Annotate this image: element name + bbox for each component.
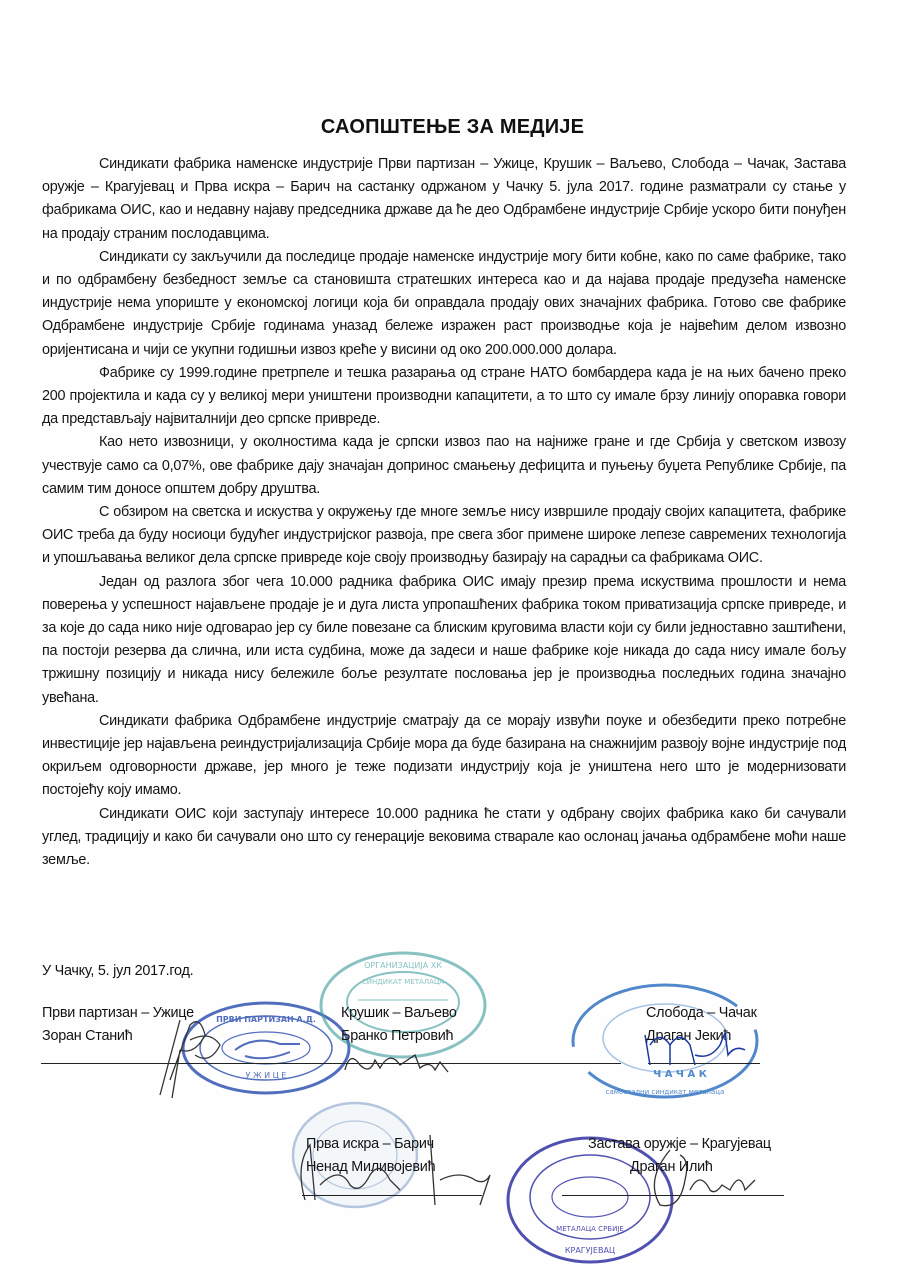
document-body [42, 153, 846, 872]
svg-text:ПРВИ ПАРТИЗАН А.Д.: ПРВИ ПАРТИЗАН А.Д. [216, 1015, 316, 1024]
signature-stanic-icon [150, 1010, 230, 1100]
svg-text:У Ж И Ц Е: У Ж И Ц Е [245, 1071, 287, 1080]
signatory-name: Зоран Станић [42, 1028, 133, 1044]
paragraph: Синдикати фабрика наменске индустрије Први партизан – Ужице, Крушик – Ваљево, Слобода – Чачак, Застава оружје – Крагујевац и Прва искра – Барич на састанку одржаном у Чачку 5. јула 2017. године разматрали су стање у фабрикама ОИС, као и недавну најаву председника државе да ће део Одбрамбене индустрије Србије ускоро бити понуђен на продају страним послодавцима. [42, 156, 846, 242]
paragraph: Синдикати ОИС који заступају интересе 10.000 радника ће стати у одбрану својих фабрика како би сачували углед, традицију и како би сачували оно што су генерације вековима стварале као ослонац јачања одбрамбене моћи наше земље. [42, 805, 846, 869]
signatory-company: Застава оружје – Крагујевац [588, 1136, 771, 1152]
svg-text:Ч А Ч А К: Ч А Ч А К [653, 1069, 707, 1080]
document-title: САОПШТЕЊЕ ЗА МЕДИЈЕ [320, 116, 585, 138]
signatory-company: Прва искра – Барич [306, 1136, 434, 1152]
signature-milivojevic-icon [290, 1125, 500, 1210]
paragraph: Као нето извозници, у околностима када је српски извоз пао на најниже гране и где Србија у светском извозу учествује само са 0,07%, ове фабрике дају значајан допринос смањењу дефицита и пуњењу буџета Републике Србије, па самим тим доносе општем добру друштва. [42, 434, 846, 497]
svg-text:СИНДИКАТ МЕТАЛАЦА: СИНДИКАТ МЕТАЛАЦА [361, 978, 445, 986]
signature-line [41, 1063, 621, 1064]
paragraph: Један од разлога због чега 10.000 радника фабрика ОИС имају презир према искуствима прошлости и нема поверења у успешност најављене продаје је и дуга листа упропашћених фабрика током приватизација српске привреде, и за које до сада нико није одговарао јер су биле повезане са блиским круговима власти који су били једноставно заштићени, па постоји резерва да слична, или иста судбина, може да задеси и наше фабрике које никада до сада нису имале бољу тржишну позицију и никада нису бележиле боље резултате пословања јер је производња последњих година значајно увећана. [42, 573, 846, 706]
signatory-name: Ненад Миливојевић [306, 1159, 436, 1175]
signatory-name: Бранко Петровић [341, 1028, 454, 1044]
signature-petrovic-icon [340, 1040, 460, 1080]
signatory-company: Први партизан – Ужице [42, 1005, 194, 1021]
svg-text:самостални синдикат металаца: самостални синдикат металаца [605, 1088, 725, 1096]
paragraph: С обзиром на светска и искуства у окружењу где многе земље нису извршиле продају својих капацитета, фабрике ОИС треба да буду носиоци будућег индустријског развоја, пре свега због примене широке лепезе савремених технологија и упошљавања великог дела српске привреде које своју производњу базирају на сарадњи са фабрикама ОИС. [42, 504, 846, 567]
svg-text:ОРГАНИЗАЦИЈА ХК: ОРГАНИЗАЦИЈА ХК [364, 961, 442, 970]
signatory-company: Слобода – Чачак [646, 1005, 757, 1021]
signatory-company: Крушик – Ваљево [341, 1005, 457, 1021]
paragraph: Фабрике су 1999.године претрпеле и тешка разарања од стране НАТО бомбардера када је на њих бачено преко 200 пројектила и када су у великој мери уништени производни капацитети, а то што су имале брзу линију опоравка говори да представљају највиталнији део српске привреде. [42, 364, 846, 428]
svg-text:КРАГУЈЕВАЦ: КРАГУЈЕВАЦ [564, 1246, 616, 1255]
signature-jekic-icon [640, 1025, 750, 1070]
signatory-name: Драган Јекић [646, 1028, 732, 1044]
place-and-date: У Чачку, 5. јул 2017.год. [42, 963, 194, 979]
signature-ilic-icon [640, 1140, 760, 1215]
paragraph: Синдикати су закључили да последице продаје наменске индустрије могу бити кобне, како по саме фабрике, тако и по одбрамбену безбедност земље са становишта стратешких интереса као и да најава продаје предузећа наменске индустрије нема упориште у економској логици која би оправдала продају ових значајних фабрика. Готово све фабрике Одбрамбене индустрије Србије годинама уназад бележе изражен раст производње која је највећим делом извозно оријентисана и чији се укупни годишњи извоз креће у висини од око 200.000.000 долара. [42, 248, 846, 358]
paragraph: Синдикати фабрика Одбрамбене индустрије сматрају да се морају извући поуке и обезбедити преко потребне инвестиције јер најављена реиндустријализација Србије мора да буде базирана на снажнијим развоју војне индустрије под окриљем одговорности државе, јер много је теже подизати индустрију која је уништена него што је модернизовати постојећу коју имамо. [42, 712, 846, 799]
signatory-name: Драган Илић [630, 1159, 713, 1175]
svg-text:МЕТАЛАЦА СРБИЈЕ: МЕТАЛАЦА СРБИЈЕ [556, 1225, 624, 1233]
